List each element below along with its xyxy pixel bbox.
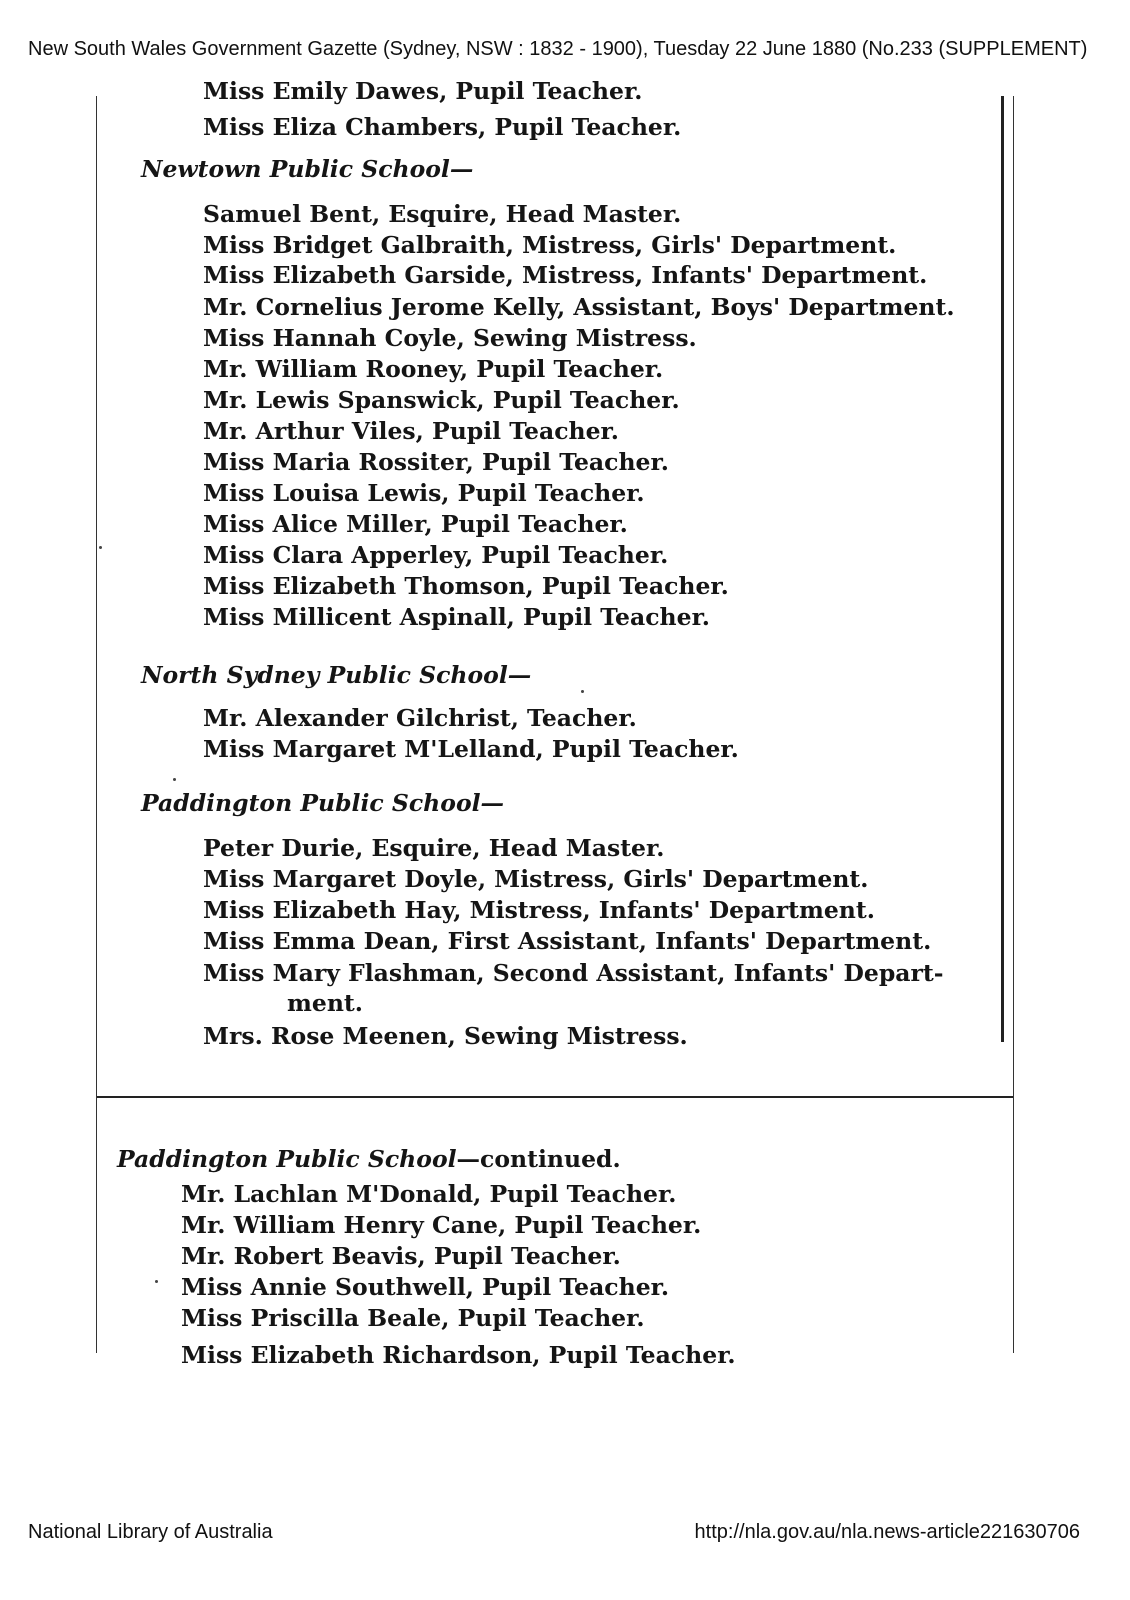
scanned-article	[96, 77, 1014, 1369]
list-item: Miss Elizabeth Hay, Mistress, Infants' Department.	[203, 896, 875, 924]
list-item: Miss Priscilla Beale, Pupil Teacher.	[181, 1304, 645, 1332]
list-item-continuation: ment.	[287, 989, 363, 1017]
list-item: Miss Margaret M'Lelland, Pupil Teacher.	[203, 735, 739, 763]
list-item: Miss Millicent Aspinall, Pupil Teacher.	[203, 603, 710, 631]
list-item: Miss Eliza Chambers, Pupil Teacher.	[203, 113, 682, 141]
list-item: Mr. William Henry Cane, Pupil Teacher.	[181, 1211, 702, 1239]
list-item: Miss Elizabeth Garside, Mistress, Infants' Department.	[203, 261, 928, 289]
school-heading-north-sydney: North Sydney Public School—	[141, 661, 532, 689]
footer-article-url[interactable]: http://nla.gov.au/nla.news-article221630706	[694, 1521, 1080, 1543]
list-item: Mr. Robert Beavis, Pupil Teacher.	[181, 1242, 621, 1270]
list-item: Miss Elizabeth Thomson, Pupil Teacher.	[203, 572, 729, 600]
list-item: Mr. Arthur Viles, Pupil Teacher.	[203, 417, 619, 445]
school-heading-paddington: Paddington Public School—	[141, 789, 505, 817]
list-item: Mr. Lachlan M'Donald, Pupil Teacher.	[181, 1180, 677, 1208]
partial-bottom-line: Miss Elizabeth Richardson, Pupil Teacher.	[181, 1341, 736, 1369]
school-heading-paddington-continued: Paddington Public School—continued.	[117, 1145, 621, 1173]
list-item: Peter Durie, Esquire, Head Master.	[203, 834, 665, 862]
list-item: Miss Maria Rossiter, Pupil Teacher.	[203, 448, 669, 476]
list-item: Mrs. Rose Meenen, Sewing Mistress.	[203, 1022, 688, 1050]
list-item: Miss Bridget Galbraith, Mistress, Girls' Department.	[203, 231, 897, 259]
school-heading-newtown: Newtown Public School—	[141, 155, 474, 183]
column-rule	[1001, 96, 1004, 1042]
list-item: Mr. Alexander Gilchrist, Teacher.	[203, 704, 637, 732]
footer-library-name: National Library of Australia	[28, 1521, 273, 1543]
scan-speck	[155, 1280, 158, 1283]
scan-speck	[581, 690, 584, 693]
list-item: Mr. Lewis Spanswick, Pupil Teacher.	[203, 386, 680, 414]
list-item: Mr. Cornelius Jerome Kelly, Assistant, Boys' Department.	[203, 293, 955, 321]
list-item: Miss Emma Dean, First Assistant, Infants' Department.	[203, 927, 932, 955]
scan-speck	[173, 778, 176, 781]
list-item: Miss Annie Southwell, Pupil Teacher.	[181, 1273, 670, 1301]
list-item: Miss Clara Apperley, Pupil Teacher.	[203, 541, 669, 569]
scan-speck	[99, 546, 102, 549]
list-item: Miss Hannah Coyle, Sewing Mistress.	[203, 324, 697, 352]
list-item: Miss Louisa Lewis, Pupil Teacher.	[203, 479, 645, 507]
list-item: Miss Margaret Doyle, Mistress, Girls' Department.	[203, 865, 869, 893]
list-item: Miss Alice Miller, Pupil Teacher.	[203, 510, 628, 538]
citation-header: New South Wales Government Gazette (Sydney, NSW : 1832 - 1900), Tuesday 22 June 1880 (No.233 (SUPPLEMENT)	[28, 38, 1088, 60]
partial-top-line: Miss Emily Dawes, Pupil Teacher.	[203, 77, 643, 105]
section-divider	[97, 1096, 1013, 1098]
list-item: Miss Mary Flashman, Second Assistant, Infants' Depart-	[203, 959, 944, 987]
list-item: Mr. William Rooney, Pupil Teacher.	[203, 355, 664, 383]
list-item: Samuel Bent, Esquire, Head Master.	[203, 200, 682, 228]
